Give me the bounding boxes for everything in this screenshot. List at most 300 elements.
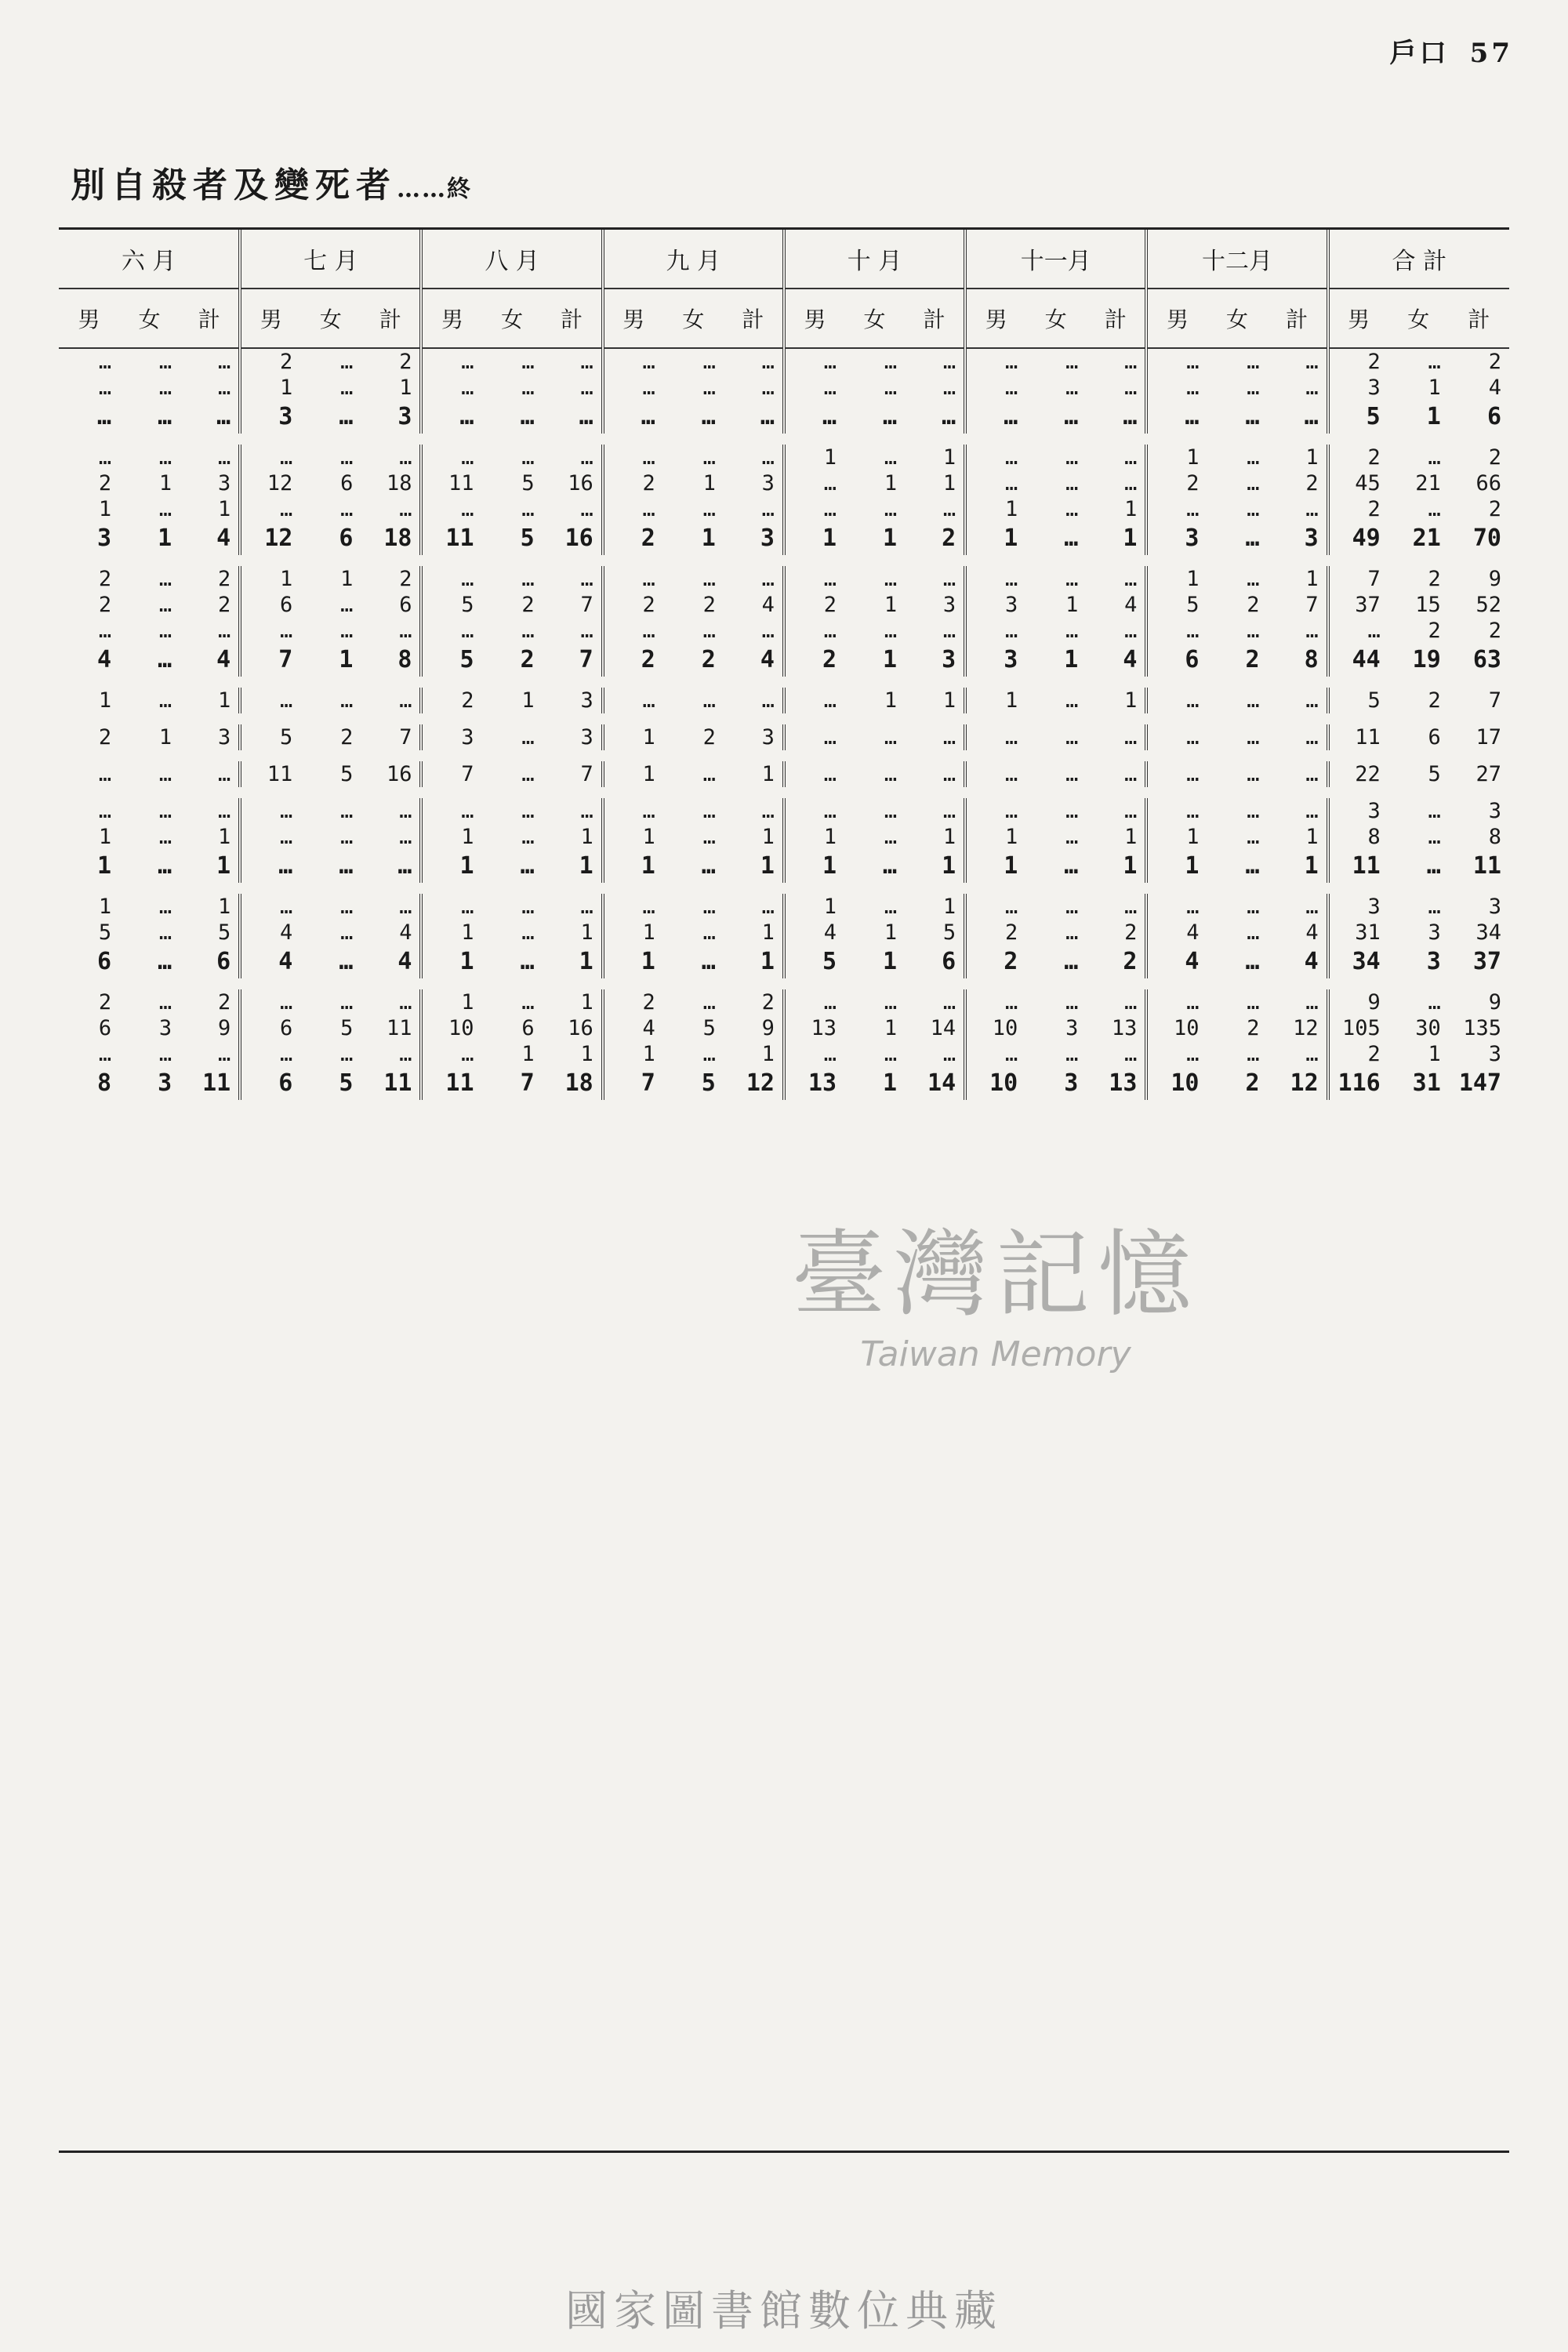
table-cell: 1	[1428, 1042, 1441, 1066]
table-cell: …	[521, 825, 535, 849]
table-cell: 10	[1146, 1067, 1207, 1100]
table-cell: …	[1124, 895, 1138, 919]
table-row	[59, 798, 1509, 824]
table-cell: 30	[1415, 1016, 1441, 1040]
table-cell: 2	[520, 646, 535, 673]
table-row	[59, 592, 1509, 618]
table-cell: …	[421, 566, 481, 592]
table-cell: 5	[784, 946, 844, 978]
table-cell: …	[98, 445, 112, 470]
table-cell: …	[217, 799, 231, 823]
table-cell: 9	[1488, 990, 1501, 1014]
table-cell: …	[1065, 445, 1079, 470]
sub-header: 男	[965, 289, 1025, 348]
sub-header: 女	[482, 289, 543, 348]
sub-header: 男	[1146, 289, 1207, 348]
table-cell: 1	[1304, 852, 1319, 880]
table-cell: 1	[1426, 403, 1441, 430]
table-row	[59, 470, 1509, 496]
table-cell: …	[240, 496, 300, 522]
table-cell: …	[1124, 799, 1138, 823]
group-header: 十一月	[965, 230, 1146, 289]
table-cell: 7	[240, 644, 300, 677]
table-cell: …	[1247, 497, 1260, 521]
table-cell: …	[603, 798, 663, 824]
table-cell: 1	[603, 824, 663, 850]
table-cell: 1	[784, 894, 844, 920]
table-cell: 1	[884, 593, 898, 617]
table-cell: 3	[580, 688, 593, 713]
table-cell: 135	[1463, 1016, 1501, 1040]
table-cell: …	[1124, 762, 1138, 786]
table-cell: …	[702, 445, 716, 470]
table-cell: 4	[603, 1015, 663, 1041]
table-cell: …	[701, 948, 716, 975]
table-cell: …	[1124, 445, 1138, 470]
table-cell: …	[158, 376, 172, 400]
table-cell: …	[340, 350, 354, 374]
table-cell: 1	[1124, 688, 1138, 713]
table-cell: …	[580, 619, 593, 643]
table-cell: …	[399, 825, 412, 849]
table-cell: 1	[1305, 567, 1319, 591]
table-cell: 3	[1328, 798, 1388, 824]
table-cell: 2	[784, 644, 844, 677]
table-cell: 1	[421, 946, 481, 978]
table-cell: 5	[942, 920, 956, 945]
table-cell: 2	[701, 646, 716, 673]
table-cell: 1	[603, 724, 663, 750]
table-cell: 12	[1290, 1069, 1319, 1097]
table-cell: …	[761, 350, 775, 374]
table-cell: …	[158, 920, 172, 945]
table-cell: 9	[1328, 989, 1388, 1015]
table-cell: 5	[701, 1069, 716, 1097]
table-cell: 1	[579, 948, 593, 975]
table-cell: 1	[784, 445, 844, 470]
table-cell: …	[1124, 725, 1138, 750]
table-cell: 1	[784, 522, 844, 555]
table-cell: 4	[1124, 593, 1138, 617]
table-cell: 5	[1428, 762, 1441, 786]
table-cell: 1	[98, 688, 112, 713]
table-cell: …	[399, 688, 412, 713]
page-number: 57	[1469, 38, 1513, 69]
table-cell: 2	[1488, 619, 1501, 643]
table-cell: …	[701, 852, 716, 880]
table-cell: …	[884, 376, 898, 400]
table-cell: 2	[217, 593, 231, 617]
table-cell: 2	[98, 725, 112, 750]
table-cell: …	[340, 1042, 354, 1066]
table-cell: …	[784, 1041, 844, 1067]
table-cell: 44	[1328, 644, 1388, 677]
statistics-table	[59, 230, 1509, 1100]
table-cell: …	[158, 646, 172, 673]
table-cell: 4	[1305, 920, 1319, 945]
table-cell: 10	[965, 1067, 1025, 1100]
spacer-row	[59, 750, 1509, 761]
table-cell: …	[1247, 376, 1260, 400]
table-cell: 2	[1245, 1069, 1260, 1097]
table-cell: …	[603, 445, 663, 470]
table-cell: 1	[421, 920, 481, 946]
table-cell: 16	[386, 762, 412, 786]
table-cell: 31	[1412, 1069, 1441, 1097]
table-cell: …	[702, 825, 716, 849]
table-cell: 2	[603, 989, 663, 1015]
table-cell: 1	[1124, 497, 1138, 521]
table-cell: 2	[1305, 471, 1319, 495]
table-cell: 2	[340, 725, 354, 750]
table-cell: …	[603, 618, 663, 644]
sub-header: 女	[844, 289, 905, 348]
table-cell: 1	[1146, 445, 1207, 470]
table-cell: 21	[1412, 524, 1441, 552]
table-cell: 21	[1415, 471, 1441, 495]
table-cell: …	[340, 990, 354, 1014]
table-cell: 2	[1328, 445, 1388, 470]
table-cell: 3	[761, 725, 775, 750]
table-cell: …	[1124, 1042, 1138, 1066]
table-cell: …	[965, 566, 1025, 592]
table-cell: …	[240, 798, 300, 824]
table-cell: …	[761, 567, 775, 591]
table-cell: 2	[1247, 1016, 1260, 1040]
table-cell: …	[784, 688, 844, 713]
table-cell: …	[1428, 799, 1441, 823]
table-cell: …	[1146, 761, 1207, 787]
table-cell: 6	[98, 1016, 112, 1040]
table-cell: 3	[240, 401, 300, 434]
table-cell: …	[1247, 895, 1260, 919]
table-cell: …	[1305, 1042, 1319, 1066]
table-cell: …	[1146, 348, 1207, 375]
table-cell: …	[521, 567, 535, 591]
table-cell: …	[942, 990, 956, 1014]
sub-header: 男	[603, 289, 663, 348]
table-cell: 3	[580, 725, 593, 750]
table-cell: 10	[421, 1015, 481, 1041]
table-cell: 1	[761, 762, 775, 786]
table-cell: …	[1247, 762, 1260, 786]
table-cell: 1	[942, 852, 956, 880]
table-cell: …	[1305, 990, 1319, 1014]
table-cell: …	[603, 401, 663, 434]
table-cell: 45	[1328, 470, 1388, 496]
table-cell: …	[421, 401, 481, 434]
sub-header: 計	[1449, 289, 1509, 348]
table-row	[59, 1015, 1509, 1041]
table-cell: …	[883, 403, 898, 430]
table-cell: 3	[421, 724, 481, 750]
table-cell: 3	[217, 471, 231, 495]
table-cell: …	[1428, 497, 1441, 521]
total-row	[59, 644, 1509, 677]
table-cell: …	[884, 799, 898, 823]
table-cell: 70	[1472, 524, 1501, 552]
table-cell: …	[965, 761, 1025, 787]
table-row	[59, 894, 1509, 920]
table-cell: …	[158, 762, 172, 786]
table-cell: 1	[217, 825, 231, 849]
table-cell: 2	[217, 990, 231, 1014]
table-cell: …	[965, 445, 1025, 470]
sub-header: 計	[1268, 289, 1328, 348]
table-cell: …	[399, 895, 412, 919]
table-cell: 1	[701, 524, 716, 552]
table-cell: …	[98, 376, 112, 400]
table-cell: 3	[158, 1069, 172, 1097]
table-cell: …	[97, 403, 112, 430]
table-cell: …	[1428, 825, 1441, 849]
table-cell: …	[520, 852, 535, 880]
table-cell: …	[1245, 524, 1260, 552]
table-cell: 7	[1305, 593, 1319, 617]
table-cell: 3	[942, 646, 956, 673]
table-cell: 7	[1328, 566, 1388, 592]
table-cell: 3	[1426, 948, 1441, 975]
table-cell: …	[240, 894, 300, 920]
table-cell: 5	[98, 920, 112, 945]
table-cell: …	[158, 497, 172, 521]
table-cell: …	[1305, 376, 1319, 400]
table-cell: 17	[1475, 725, 1501, 750]
table-cell: 2	[1488, 350, 1501, 374]
table-cell: …	[580, 350, 593, 374]
table-cell: …	[1247, 920, 1260, 945]
table-cell: …	[1146, 618, 1207, 644]
table-cell: 2	[603, 470, 663, 496]
table-cell: 1	[942, 445, 956, 470]
table-cell: …	[942, 497, 956, 521]
sub-header: 計	[724, 289, 784, 348]
table-cell: …	[884, 567, 898, 591]
table-cell: 11	[1472, 852, 1501, 880]
sub-header: 男	[784, 289, 844, 348]
table-cell: …	[965, 798, 1025, 824]
table-cell: 63	[1472, 646, 1501, 673]
sub-header: 女	[300, 289, 361, 348]
table-cell: …	[240, 824, 300, 850]
table-cell: 6	[240, 1015, 300, 1041]
table-cell: …	[240, 850, 300, 883]
table-cell: 12	[1293, 1016, 1319, 1040]
table-cell: 1	[761, 1042, 775, 1066]
table-cell: 3	[1488, 1042, 1501, 1066]
table-cell: …	[1124, 376, 1138, 400]
title-continued: ……終	[397, 176, 472, 203]
table-cell: 2	[761, 990, 775, 1014]
table-cell: 3	[1065, 1016, 1079, 1040]
table-cell: 6	[521, 1016, 535, 1040]
table-cell: 2	[521, 593, 535, 617]
table-row	[59, 445, 1509, 470]
sub-header: 女	[1388, 289, 1449, 348]
table-cell: …	[884, 619, 898, 643]
table-cell: 12	[240, 522, 300, 555]
table-cell: …	[1146, 1041, 1207, 1067]
table-cell: …	[1124, 350, 1138, 374]
table-cell: …	[603, 688, 663, 713]
table-cell: 2	[421, 688, 481, 713]
table-cell: 7	[399, 725, 412, 750]
table-cell: …	[1305, 350, 1319, 374]
table-cell: 1	[217, 895, 231, 919]
table-cell: 1	[1146, 824, 1207, 850]
table-cell: …	[521, 725, 535, 750]
table-cell: …	[158, 895, 172, 919]
table-cell: 1	[884, 1016, 898, 1040]
table-cell: …	[98, 619, 112, 643]
table-cell: 1	[579, 852, 593, 880]
table-cell: 1	[603, 761, 663, 787]
table-cell: 3	[965, 592, 1025, 618]
table-cell: …	[761, 895, 775, 919]
table-cell: …	[521, 920, 535, 945]
table-cell: 1	[784, 850, 844, 883]
table-cell: …	[1146, 496, 1207, 522]
table-cell: …	[1305, 725, 1319, 750]
table-cell: 8	[1304, 646, 1319, 673]
table-cell: 18	[564, 1069, 593, 1097]
table-cell: 2	[399, 350, 412, 374]
page-title	[71, 157, 472, 207]
table-cell: 1	[421, 989, 481, 1015]
table-cell: …	[702, 990, 716, 1014]
table-cell: 1	[521, 1042, 535, 1066]
table-row	[59, 496, 1509, 522]
table-cell: …	[421, 496, 481, 522]
table-cell: 6	[240, 1067, 300, 1100]
table-cell: 1	[883, 948, 898, 975]
table-cell: …	[399, 1042, 412, 1066]
table-cell: 1	[942, 895, 956, 919]
table-cell: …	[98, 762, 112, 786]
table-cell: …	[1304, 403, 1319, 430]
table-cell: 2	[399, 567, 412, 591]
table-cell: 6	[340, 471, 354, 495]
table-cell: …	[339, 948, 354, 975]
table-cell: …	[942, 567, 956, 591]
table-cell: …	[942, 403, 956, 430]
watermark-cn: 臺灣記憶	[792, 1221, 1200, 1330]
table-cell: 2	[1428, 688, 1441, 713]
table-cell: …	[521, 350, 535, 374]
table-cell: …	[1065, 619, 1079, 643]
table-cell: 12	[746, 1069, 775, 1097]
table-cell: 18	[383, 524, 412, 552]
month-header-row	[59, 230, 1509, 289]
table-cell: 16	[568, 471, 593, 495]
table-cell: …	[521, 376, 535, 400]
table-cell: 5	[217, 920, 231, 945]
table-row	[59, 688, 1509, 713]
table-cell: 5	[421, 592, 481, 618]
table-cell: …	[521, 895, 535, 919]
table-cell: …	[942, 1042, 956, 1066]
table-cell: …	[965, 348, 1025, 375]
group-header: 十 月	[784, 230, 965, 289]
table-cell: …	[340, 825, 354, 849]
table-cell: 2	[1124, 920, 1138, 945]
table-cell: …	[158, 852, 172, 880]
table-cell: …	[521, 799, 535, 823]
spacer-cell	[59, 555, 1509, 566]
table-cell: 3	[760, 524, 775, 552]
table-cell: …	[1065, 825, 1079, 849]
table-cell: 1	[1305, 445, 1319, 470]
table-cell: 3	[217, 725, 231, 750]
table-cell: 1	[1146, 850, 1207, 883]
table-cell: 3	[1328, 894, 1388, 920]
table-cell: …	[520, 403, 535, 430]
table-cell: …	[421, 375, 481, 401]
sub-header: 男	[1328, 289, 1388, 348]
table-cell: 2	[965, 920, 1025, 946]
table-cell: 1	[884, 920, 898, 945]
table-cell: 6	[942, 948, 956, 975]
table-row	[59, 618, 1509, 644]
table-cell: 8	[1328, 824, 1388, 850]
table-cell: 4	[240, 920, 300, 946]
watermark-en: Taiwan Memory	[860, 1334, 1131, 1374]
table-cell: 3	[1488, 799, 1501, 823]
table-cell: …	[580, 799, 593, 823]
table-cell: 2	[965, 946, 1025, 978]
table-cell: 5	[340, 762, 354, 786]
table-cell: …	[421, 445, 481, 470]
table-cell: 1	[702, 471, 716, 495]
group-header: 十二月	[1146, 230, 1327, 289]
table-cell: 37	[1472, 948, 1501, 975]
table-cell: 2	[98, 593, 112, 617]
spacer-row	[59, 787, 1509, 798]
table-cell: 1	[965, 824, 1025, 850]
table-cell: 2	[702, 725, 716, 750]
table-cell: 7	[421, 761, 481, 787]
table-cell: …	[1247, 688, 1260, 713]
table-cell: …	[158, 825, 172, 849]
spacer-cell	[59, 677, 1509, 688]
table-cell: 31	[1328, 920, 1388, 946]
table-cell: …	[158, 350, 172, 374]
table-cell: …	[784, 401, 844, 434]
table-cell: …	[421, 618, 481, 644]
table-cell: …	[884, 1042, 898, 1066]
table-cell: …	[521, 619, 535, 643]
table-cell: …	[884, 725, 898, 750]
table-cell: 3	[97, 524, 112, 552]
table-cell: 16	[568, 1016, 593, 1040]
table-cell: 1	[1123, 524, 1138, 552]
table-cell: …	[1064, 403, 1079, 430]
table-cell: …	[702, 920, 716, 945]
table-cell: 8	[397, 646, 412, 673]
table-cell: …	[1065, 920, 1079, 945]
table-cell: 10	[1146, 1015, 1207, 1041]
table-cell: 7	[520, 1069, 535, 1097]
table-cell: 3	[1304, 524, 1319, 552]
table-cell: …	[1065, 688, 1079, 713]
table-cell: …	[1146, 401, 1207, 434]
table-cell: 3	[965, 644, 1025, 677]
table-cell: …	[603, 496, 663, 522]
table-cell: …	[340, 895, 354, 919]
table-cell: 1	[883, 1069, 898, 1097]
table-cell: …	[1247, 1042, 1260, 1066]
table-cell: 34	[1328, 946, 1388, 978]
